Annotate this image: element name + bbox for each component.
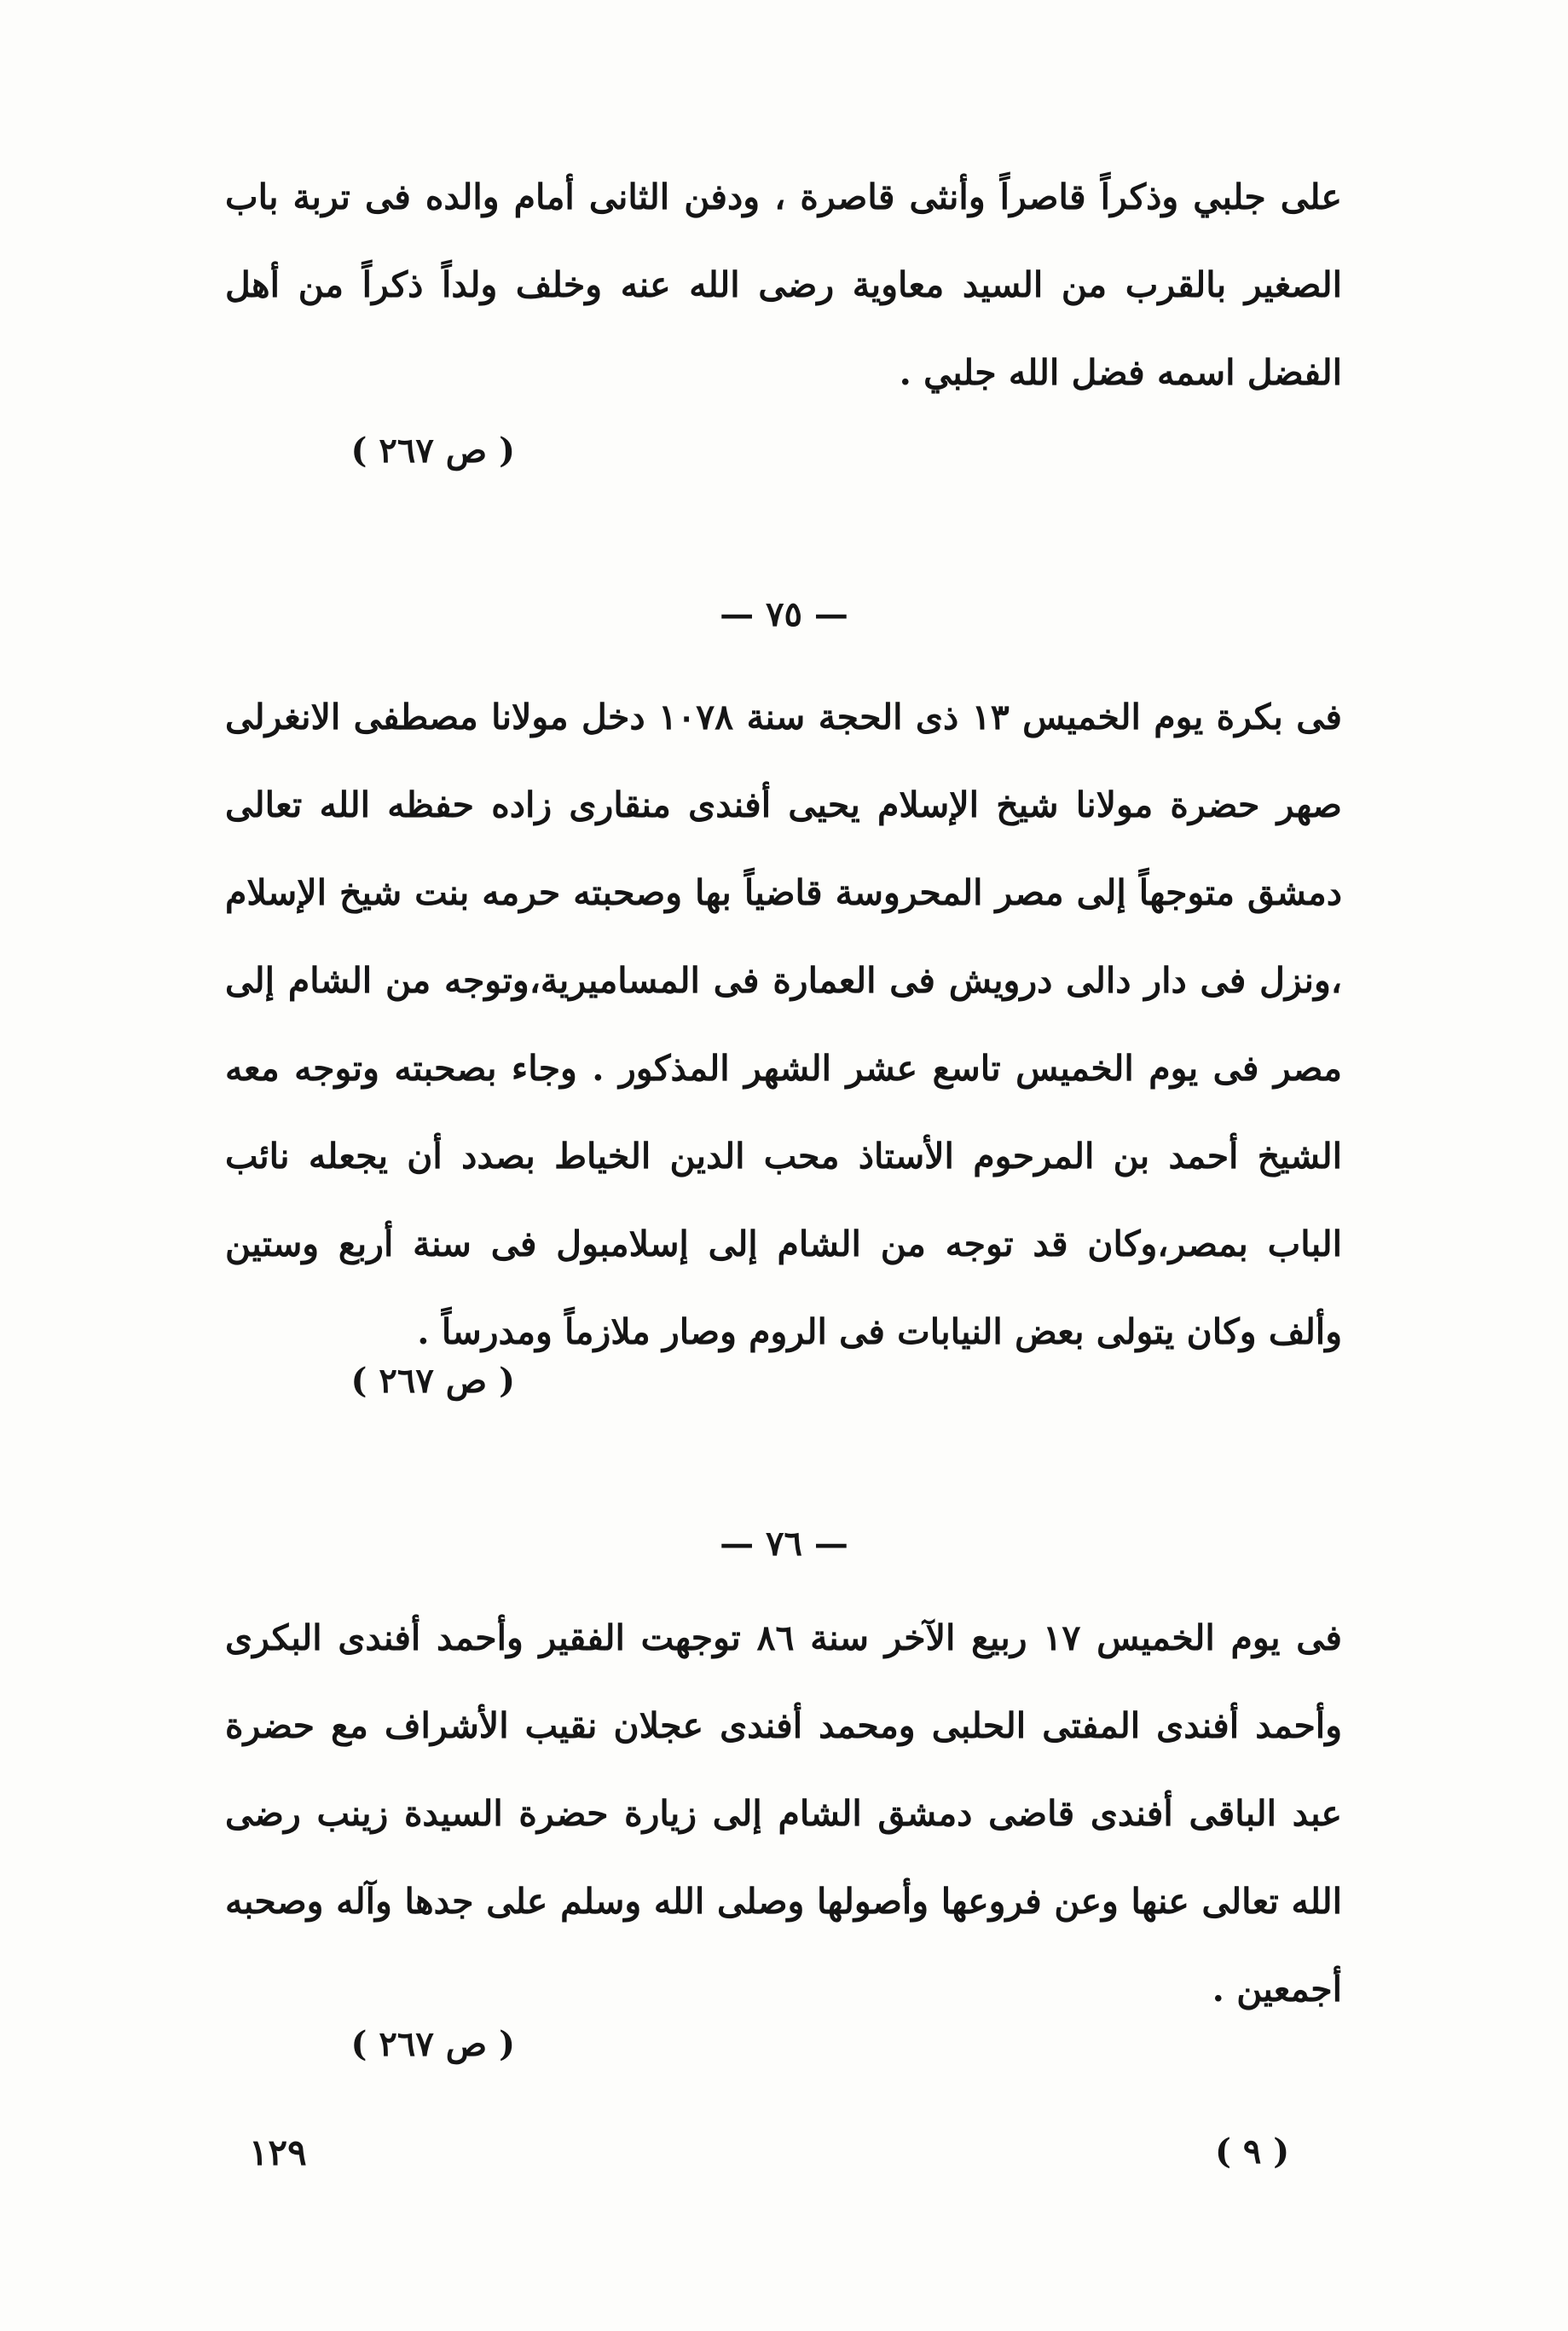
entry-text: فى بكرة يوم الخميس ١٣ ذى الحجة سنة ١٠٧٨ دخل مولانا مصطفى الانغرلى صهر حضرة مولانا شيخ الإسلام يحيى أفندى منقارى زاده حفظه الله تعالى دمشق متوجهاً إلى مصر المحروسة قاضياً بها وصحبته حرمه بنت شيخ الإسلام ،ونزل فى دار دالى درويش فى العمارة فى المساميرية،وتوجه من الشام إلى مصر فى يوم الخميس تاسع عشر الشهر المذكور . وجاء بصحبته وتوجه معه الشيخ أحمد بن المرحوم الأستاذ محب الدين الخياط بصدد أن يجعله نائب الباب بمصر،وكان قد توجه من الشام إلى إسلامبول فى سنة أربع وستين وألف وكان يتولى بعض النيابات فى الروم وصار ملازماً ومدرساً . xyxy=(225,697,1342,1352)
entry-reference: ( ص ٢٦٧ ) xyxy=(350,1361,515,1401)
entry-text: على جلبي وذكراً قاصراً وأنثى قاصرة ، ودفن الثانى أمام والده فى تربة باب الصغير بالقرب من السيد معاوية رضى الله عنه وخلف ولداً ذكراً من أهل الفضل اسمه فضل الله جلبي . xyxy=(225,176,1342,393)
entry-75 xyxy=(225,674,1342,1376)
entry-reference: ( ص ٢٦٧ ) xyxy=(350,431,515,471)
section-number-75: — ٧٥ — xyxy=(720,594,848,634)
entry-reference: ( ص ٢٦٧ ) xyxy=(350,2024,515,2064)
page-number: ١٢٩ xyxy=(249,2131,307,2173)
entry-74-continuation xyxy=(225,153,1342,417)
entry-text: فى يوم الخميس ١٧ ربيع الآخر سنة ٨٦ توجهت الفقير وأحمد أفندى البكرى وأحمد أفندى المفتى الحلبى ومحمد أفندى عجلان نقيب الأشراف مع حضرة عبد الباقى أفندى قاضى دمشق الشام إلى زيارة حضرة السيدة زينب رضى الله تعالى عنها وعن فروعها وأصولها وصلى الله وسلم على جدها وآله وصحبه أجمعين . xyxy=(225,1617,1342,2010)
entry-76 xyxy=(225,1594,1342,2033)
section-number-76: — ٧٦ — xyxy=(720,1524,848,1564)
signature-mark: ( ٩ ) xyxy=(1215,2131,1290,2172)
